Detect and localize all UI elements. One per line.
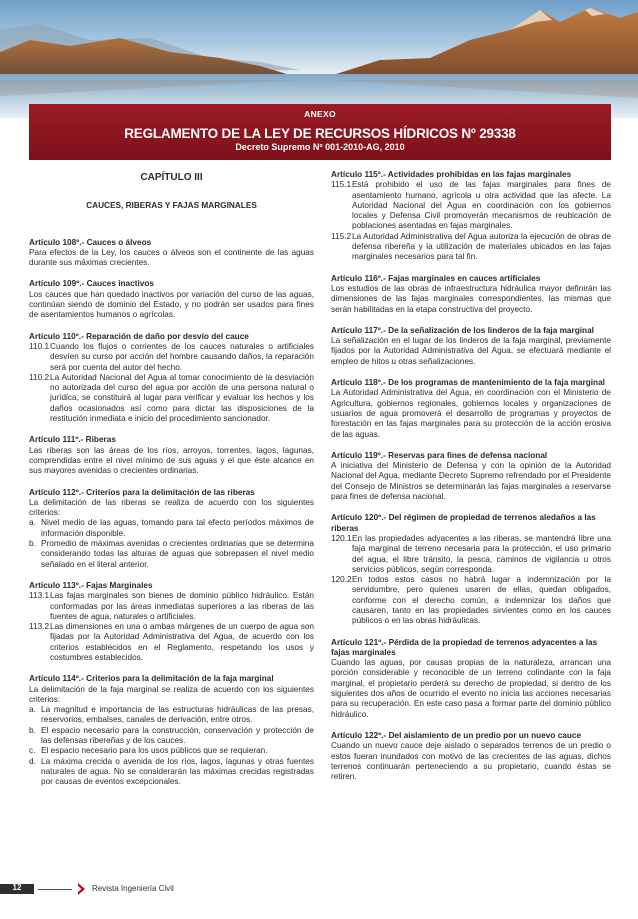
item-text: La Autoridad Nacional del Agua al tomar conocimiento de la desviación no autorizada del curso del agua por acción de una persona natural o jurídica, se constituirá al lugar para verificar y evaluar los hechos y los daños ocasionados así como para dictar las disposiciones de la restitución inmediata e inicio del procedimiento sancionador. bbox=[50, 372, 314, 424]
list-item-marker: b. bbox=[29, 725, 36, 735]
right-articles bbox=[331, 170, 611, 782]
chevron-right-icon bbox=[76, 882, 88, 896]
article-list-item bbox=[29, 726, 314, 747]
list-item-text: El espacio necesario para la construcción, conservación y protección de las defensas ribereñas y de los cauces. bbox=[41, 725, 314, 746]
article bbox=[331, 274, 611, 315]
document-subtitle: Decreto Supremo Nº 001-2010-AG, 2010 bbox=[235, 142, 405, 152]
article-paragraph: Para efectos de la Ley, los cauces o álveos son el continente de las aguas durante sus máximas crecientes. bbox=[29, 247, 314, 268]
article-list-item bbox=[29, 746, 314, 756]
article-paragraph: La delimitación de la faja marginal se realiza de acuerdo con los siguientes criterios: bbox=[29, 684, 314, 704]
chapter-subtitle: CAUCES, RIBERAS Y FAJAS MARGINALES bbox=[86, 201, 257, 211]
article-paragraph: Los estudios de las obras de infraestructura hidráulica mayor definirán las dimensiones de las fajas marginales correspondientes, las mismas que serán habilitadas en la etapa constructiva del proyecto. bbox=[331, 283, 611, 314]
article bbox=[29, 332, 314, 425]
article-paragraph: La delimitación de las riberas se realiza de acuerdo con los siguientes criterios: bbox=[29, 497, 314, 518]
list-item-marker: b. bbox=[29, 539, 36, 549]
chapter-title: CAPÍTULO III bbox=[140, 172, 203, 183]
article bbox=[331, 326, 611, 367]
article-title: Artículo 110º.- Reparación de daño por desvío del cauce bbox=[29, 331, 249, 341]
item-number: 113.1 bbox=[29, 591, 50, 601]
article-title: Artículo 118º.- De los programas de mantenimiento de la faja marginal bbox=[331, 378, 605, 388]
document-title: REGLAMENTO DE LA LEY DE RECURSOS HÍDRICOS Nº 29338 bbox=[124, 126, 516, 141]
article-title: Artículo 121º.- Pérdida de la propiedad de terrenos adyacentes a las fajas marginales bbox=[331, 637, 598, 657]
list-item-marker: a. bbox=[29, 518, 36, 528]
list-item-marker: a. bbox=[29, 705, 36, 715]
article-list-item bbox=[29, 757, 314, 788]
article bbox=[331, 170, 611, 263]
left-column bbox=[29, 170, 314, 799]
article-numbered-item bbox=[331, 575, 611, 626]
article bbox=[331, 513, 611, 626]
list-item-text: La máxima crecida o avenida de los ríos, lagos, lagunas y otras fuentes naturales de agua. No se considerarán las máximas crecidas registradas por causas de eventos excepcionales. bbox=[41, 756, 314, 787]
item-number: 120.2 bbox=[331, 575, 352, 585]
article-numbered-item bbox=[29, 591, 314, 622]
list-item-text: El espacio necesario para los usos públicos que se requieran. bbox=[41, 746, 268, 756]
left-articles bbox=[29, 238, 314, 788]
item-number: 115.1 bbox=[331, 180, 352, 190]
article-paragraph: Los cauces que han quedado inactivos por variación del curso de las aguas, continúan siendo de dominio del Estado, y no podrán ser usados para fines de asentamientos humanos o agrícolas. bbox=[29, 289, 314, 320]
article-title: Artículo 108º.- Cauces o álveos bbox=[29, 237, 152, 247]
article-numbered-item bbox=[29, 373, 314, 424]
article-title: Artículo 120º.- Del régimen de propiedad de terrenos aledaños a las riberas bbox=[331, 513, 596, 533]
header-landscape-image bbox=[0, 0, 638, 118]
item-number: 110.1 bbox=[29, 341, 50, 351]
footer-divider bbox=[38, 889, 72, 890]
article bbox=[331, 638, 611, 720]
article-title: Artículo 112º.- Criterios para la delimitación de las riberas bbox=[29, 487, 255, 497]
item-number: 115.2 bbox=[331, 231, 352, 241]
item-text: Las dimensiones en una o ambas márgenes de un cuerpo de agua son fijadas por la Autoridad Administrativa del Agua, de acuerdo con los criterios establecidos en el Reglamento, respetando los usos y costumbres establecidos. bbox=[50, 622, 314, 662]
article-list-item bbox=[29, 518, 314, 539]
article-paragraph: Las riberas son las áreas de los ríos, arroyos, torrentes, lagos, lagunas, comprendidas entre el nivel mínimo de sus aguas y el que éste alcance en sus mayores avenidas o crecientes ordinarias. bbox=[29, 445, 314, 476]
item-text: Las fajas marginales son bienes de dominio público hidráulico. Están conformadas por las áreas inmediatas superiores a las riberas de las fuentes de agua, naturales o artificiales. bbox=[50, 591, 314, 621]
document-banner bbox=[29, 104, 611, 160]
article-numbered-item bbox=[29, 622, 314, 663]
list-item-marker: c. bbox=[29, 746, 36, 756]
article bbox=[29, 581, 314, 663]
article bbox=[29, 674, 314, 787]
item-text: Está prohibido el uso de las fajas marginales para fines de asentamiento humano, agrícola u otra actividad que las afecte. La Autoridad Nacional del Agua en coordinación con los gobiernos locales y Defensa Civil promoverán mecanismos de reubicación de poblaciones asentadas en fajas marginales. bbox=[352, 180, 611, 231]
article-title: Artículo 113º.- Fajas Marginales bbox=[29, 580, 153, 590]
article-paragraph: La Autoridad Administrativa del Agua, en coordinación con el Ministerio de Agricultura, gobiernos regionales, gobiernos locales y organizaciones de usuarios de agua promoverá el desarrollo de programas y proyectos de forestación en las fajas marginales para su protección de la acción erosiva de las aguas. bbox=[331, 388, 611, 439]
article-list-item bbox=[29, 705, 314, 726]
item-text: En todos estos casos no habrá lugar a indemnización por la servidumbre, pero quienes usaren de ellas, quedan obligados, conforme con el derecho común, a indemnizar los daños que causaren, tanto en las propiedades sirvientes como en los cauces públicos o en las obras hidráulicas. bbox=[352, 575, 611, 626]
article bbox=[29, 488, 314, 570]
article-title: Artículo 115º.- Actividades prohibidas en las fajas marginales bbox=[331, 170, 572, 179]
list-item-text: Promedio de máximas avenidas o crecientes ordinarias que se determina considerando todas las alturas de aguas que sobrepasen el nivel medio señalado en el literal anterior. bbox=[41, 539, 314, 569]
list-item-text: La magnitud e importancia de las estructuras hidráulicas de las presas, reservorios, embalses, canales de derivación, entre otros. bbox=[41, 705, 314, 725]
article-title: Artículo 117º.- De la señalización de los linderos de la faja marginal bbox=[331, 325, 594, 335]
article-paragraph: Cuando un nuevo cauce deje aislado o separados terrenos de un predio o estos fueran inundados con motivo de las crecientes de las aguas, dichos terrenos continuarán perteneciendo a su propietario, cuando éstas se retiren. bbox=[331, 741, 611, 782]
article bbox=[331, 731, 611, 782]
list-item-marker: d. bbox=[29, 756, 36, 766]
article-numbered-item bbox=[331, 180, 611, 231]
article-title: Artículo 122º.- Del aislamiento de un predio por un nuevo cauce bbox=[331, 730, 582, 740]
article bbox=[29, 279, 314, 320]
article-paragraph: A iniciativa del Ministerio de Defensa y con la opinión de la Autoridad Nacional del Agua, mediante Decreto Supremo refrendado por el Presidente del Consejo de Ministros se determinarán las fajas marginales a reservarse para fines de defensa nacional. bbox=[331, 461, 611, 502]
item-text: La Autoridad Administrativa del Agua autoriza la ejecución de obras de defensa ribereña y la utilización de materiales ubicados en las fajas marginales necesarios para tal fin. bbox=[352, 231, 611, 262]
article-numbered-item bbox=[331, 232, 611, 263]
item-number: 113.2 bbox=[29, 622, 50, 632]
article-paragraph: La señalización en el lugar de los linderos de la faja marginal, previamente fijados por la Autoridad Administrativa del Agua, se efectuará mediante el empleo de hitos u otras señalizaciones. bbox=[331, 336, 611, 366]
item-number: 120.1 bbox=[331, 533, 352, 543]
article bbox=[331, 378, 611, 440]
list-item-text: Nivel medio de las aguas, tomando para tal efecto períodos máximos de información disponible. bbox=[41, 518, 314, 538]
mountain-lake-illustration bbox=[0, 0, 638, 118]
right-column bbox=[331, 170, 611, 793]
section-label: ANEXO bbox=[304, 109, 336, 119]
article-numbered-item bbox=[331, 534, 611, 575]
article bbox=[29, 435, 314, 476]
article-title: Artículo 109º.- Cauces inactivos bbox=[29, 279, 154, 289]
item-text: En las propiedades adyacentes a las riberas, se mantendrá libre una faja marginal de terreno necesaria para la protección, el uso primario del agua, el libre tránsito, la pesca, caminos de vigilancia u otros servicios públicos, según corresponda. bbox=[352, 533, 611, 574]
article bbox=[331, 451, 611, 502]
item-number: 110.2 bbox=[29, 372, 50, 382]
article-title: Artículo 111º.- Riberas bbox=[29, 435, 116, 445]
article bbox=[29, 238, 314, 269]
article-title: Artículo 116º.- Fajas marginales en cauces artificiales bbox=[331, 273, 541, 283]
page-number: 12 bbox=[12, 883, 22, 892]
article-title: Artículo 119º.- Reservas para fines de defensa nacional bbox=[331, 450, 548, 460]
item-text: Cuando los flujos o corrientes de los cauces naturales o artificiales desvíen su curso por acción del hombre causando daños, la reparación será por cuenta del autor del hecho. bbox=[50, 341, 314, 372]
article-list-item bbox=[29, 539, 314, 570]
article-title: Artículo 114º.- Criterios para la delimitación de la faja marginal bbox=[29, 674, 274, 684]
article-paragraph: Cuando las aguas, por causas propias de la naturaleza, arrancan una porción considerable y reconocible de un terreno colindante con la faja marginal, el propietario perderá su derecho de propiedad, si dentro de los siguientes dos años de ocurrido el evento no inicia las acciones necesarias para su recuperación. En este caso pasa a formar parte del dominio público hidráulico. bbox=[331, 658, 611, 719]
journal-name: Revista Ingeniería Civil bbox=[92, 884, 174, 893]
page-footer bbox=[0, 879, 638, 897]
article-numbered-item bbox=[29, 342, 314, 373]
